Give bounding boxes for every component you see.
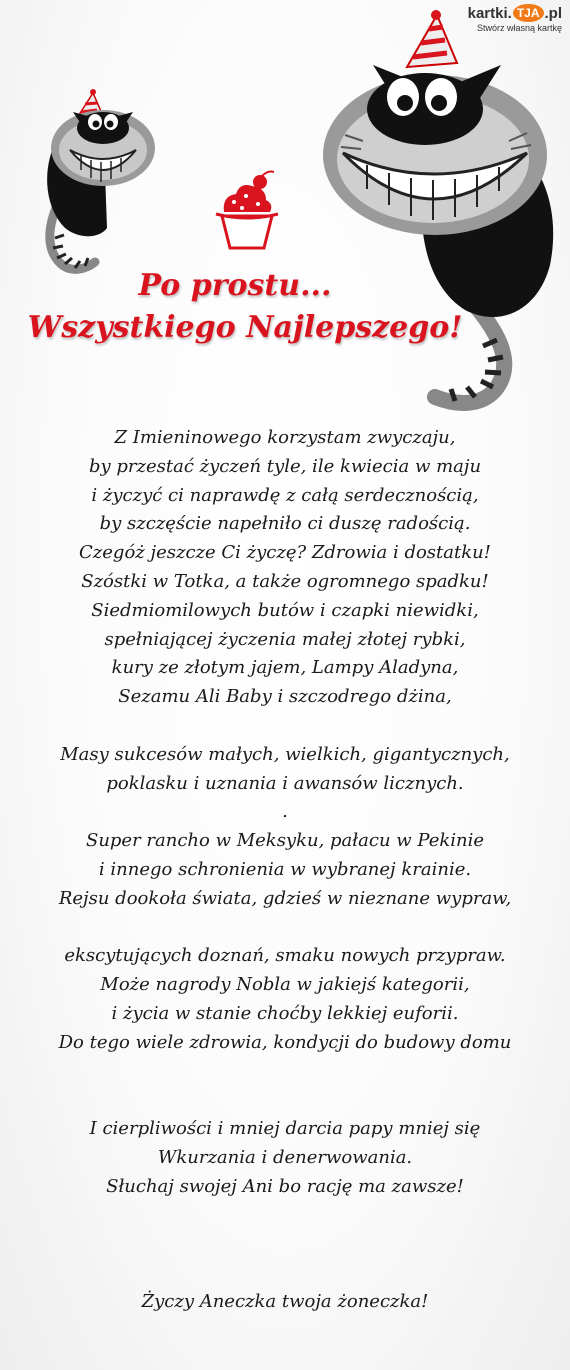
poem-line: Siedmiomilowych butów i czapki niewidki, bbox=[91, 599, 479, 621]
poem-line: Rejsu dookoła świata, gdzieś w nieznane wypraw, bbox=[58, 887, 512, 909]
poem-signature: Życzy Aneczka twoja żoneczka! bbox=[141, 1290, 429, 1312]
poem-line: i innego schronienia w wybranej krainie. bbox=[98, 858, 472, 880]
poem-line: Czegóż jeszcze Ci życzę? Zdrowia i dostatku! bbox=[79, 542, 491, 564]
greeting-line-2: Wszystkiego Najlepszego! bbox=[27, 310, 463, 345]
poem-line bbox=[0, 914, 570, 943]
poem-line: Masy sukcesów małych, wielkich, gigantycznych, bbox=[60, 743, 510, 765]
poem-line: . bbox=[282, 801, 288, 823]
poem-line: Super rancho w Meksyku, pałacu w Pekinie bbox=[85, 830, 485, 852]
cat-illustration-left bbox=[25, 78, 155, 278]
poem-line bbox=[0, 1202, 570, 1231]
poem-text bbox=[0, 424, 570, 1317]
poem-line: Może nagrody Nobla w jakiejś kategorii, bbox=[100, 974, 470, 996]
poem-line bbox=[0, 1058, 570, 1087]
poem-line bbox=[0, 1230, 570, 1259]
poem-line: by przestać życzeń tyle, ile kwiecia w maju bbox=[88, 455, 482, 477]
poem-line: by szczęście napełniło ci duszę radością. bbox=[99, 513, 471, 535]
poem-line bbox=[0, 1259, 570, 1288]
poem-line: Sezamu Ali Baby i szczodrego dżina, bbox=[118, 686, 452, 708]
poem-line: Z Imieninowego korzystam zwyczaju, bbox=[114, 427, 456, 448]
poem-line: i życia w stanie choćby lekkiej euforii. bbox=[111, 1002, 459, 1024]
poem-line: ekscytujących doznań, smaku nowych przypraw. bbox=[64, 945, 506, 967]
poem-line: I cierpliwości i mniej darcia papy mniej się bbox=[89, 1118, 481, 1140]
poem-line bbox=[0, 1086, 570, 1115]
poem-line: Wkurzania i denerwowania. bbox=[157, 1146, 413, 1168]
logo-name-prefix: kartki. bbox=[467, 4, 512, 22]
poem-line: Słuchaj swojej Ani bo rację ma zawsze! bbox=[106, 1175, 464, 1197]
poem-line: Szóstki w Totka, a także ogromnego spadku! bbox=[81, 570, 489, 592]
logo-name-suffix: .pl bbox=[544, 4, 562, 22]
cat-illustration-right bbox=[305, 5, 570, 415]
poem-line: i życzyć ci naprawdę z całą serdecznością, bbox=[91, 484, 479, 506]
poem-line: Do tego wiele zdrowia, kondycji do budowy domu bbox=[58, 1031, 512, 1053]
poem-line bbox=[0, 712, 570, 741]
cupcake-icon bbox=[212, 170, 282, 252]
logo-badge: TJA bbox=[513, 4, 544, 22]
greeting-line-1: Po prostu... bbox=[138, 268, 332, 303]
logo-tagline: Stwórz własną kartkę bbox=[476, 23, 562, 33]
poem-line: kury ze złotym jajem, Lampy Aladyna, bbox=[111, 657, 459, 679]
poem-line: poklasku i uznania i awansów licznych. bbox=[106, 772, 464, 794]
poem-line: spełniającej życzenia małej złotej rybki, bbox=[104, 628, 466, 650]
